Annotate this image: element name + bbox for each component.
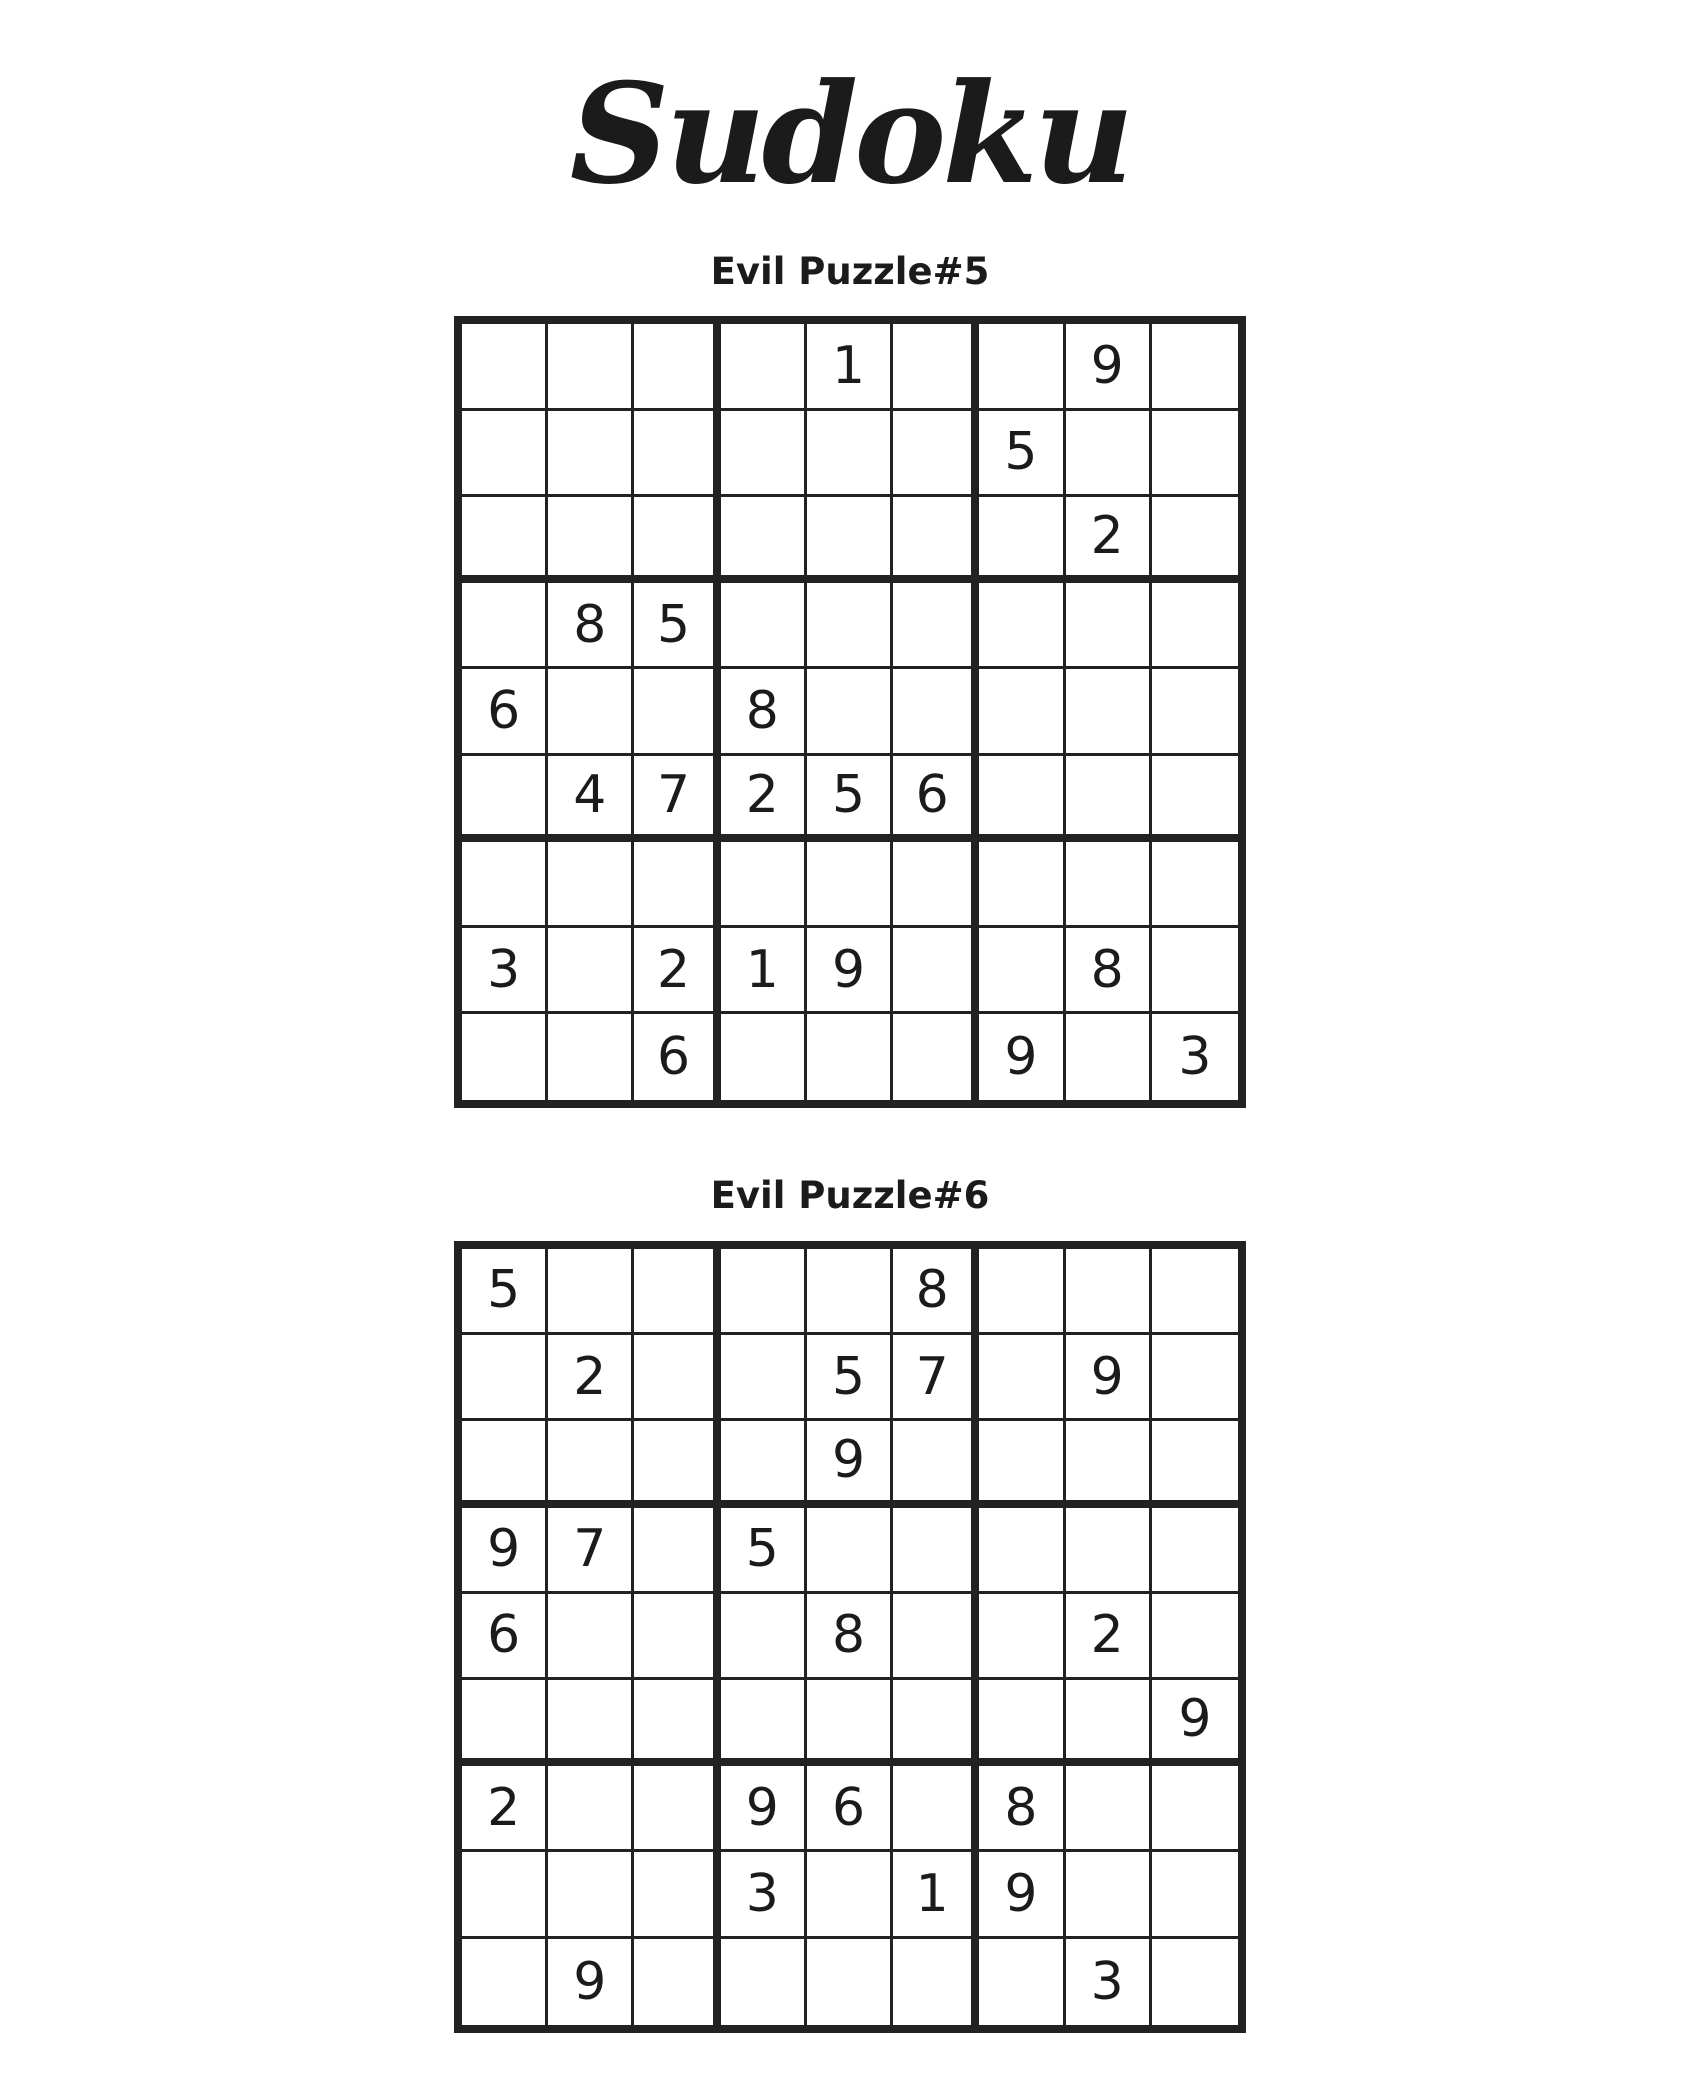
sudoku-cell-r4c7[interactable] bbox=[979, 583, 1065, 669]
sudoku-cell-r4c7[interactable] bbox=[979, 1508, 1065, 1594]
sudoku-cell-r2c8[interactable] bbox=[1066, 411, 1152, 497]
sudoku-cell-r2c5[interactable] bbox=[807, 411, 893, 497]
sudoku-cell-r8c2[interactable] bbox=[548, 928, 634, 1014]
sudoku-cell-r8c5[interactable] bbox=[807, 1852, 893, 1938]
sudoku-cell-r3c4[interactable] bbox=[721, 1421, 807, 1507]
sudoku-cell-r5c5[interactable] bbox=[807, 669, 893, 755]
sudoku-cell-r4c5[interactable] bbox=[807, 583, 893, 669]
sudoku-cell-r9c2[interactable]: 9 bbox=[548, 1939, 634, 2025]
sudoku-cell-r8c7[interactable] bbox=[979, 928, 1065, 1014]
sudoku-cell-r3c6[interactable] bbox=[893, 497, 979, 583]
sudoku-cell-r9c6[interactable] bbox=[893, 1014, 979, 1100]
sudoku-cell-r5c4[interactable] bbox=[721, 1594, 807, 1680]
sudoku-cell-r8c8[interactable] bbox=[1066, 1852, 1152, 1938]
sudoku-cell-r3c3[interactable] bbox=[634, 1421, 720, 1507]
sudoku-cell-r4c4[interactable] bbox=[721, 583, 807, 669]
sudoku-cell-r8c1[interactable] bbox=[462, 1852, 548, 1938]
sudoku-cell-r7c6[interactable] bbox=[893, 842, 979, 928]
sudoku-cell-r3c1[interactable] bbox=[462, 497, 548, 583]
sudoku-cell-r1c3[interactable] bbox=[634, 1249, 720, 1335]
sudoku-cell-r2c2[interactable]: 2 bbox=[548, 1335, 634, 1421]
sudoku-cell-r6c3[interactable] bbox=[634, 1680, 720, 1766]
sudoku-cell-r3c8[interactable] bbox=[1066, 1421, 1152, 1507]
sudoku-cell-r2c4[interactable] bbox=[721, 411, 807, 497]
sudoku-cell-r7c9[interactable] bbox=[1152, 842, 1238, 928]
sudoku-cell-r6c6[interactable] bbox=[893, 1680, 979, 1766]
sudoku-cell-r4c4[interactable]: 5 bbox=[721, 1508, 807, 1594]
sudoku-cell-r8c4[interactable]: 1 bbox=[721, 928, 807, 1014]
sudoku-cell-r9c2[interactable] bbox=[548, 1014, 634, 1100]
sudoku-cell-r8c9[interactable] bbox=[1152, 928, 1238, 1014]
sudoku-cell-r2c9[interactable] bbox=[1152, 1335, 1238, 1421]
sudoku-cell-r3c9[interactable] bbox=[1152, 497, 1238, 583]
sudoku-cell-r8c8[interactable]: 8 bbox=[1066, 928, 1152, 1014]
sudoku-cell-r4c6[interactable] bbox=[893, 1508, 979, 1594]
sudoku-cell-r6c8[interactable] bbox=[1066, 756, 1152, 842]
sudoku-cell-r6c9[interactable] bbox=[1152, 756, 1238, 842]
sudoku-cell-r8c3[interactable] bbox=[634, 1852, 720, 1938]
sudoku-cell-r6c6[interactable]: 6 bbox=[893, 756, 979, 842]
sudoku-cell-r2c1[interactable] bbox=[462, 411, 548, 497]
puzzle-label-5: Evil Puzzle#5 bbox=[710, 250, 990, 294]
sudoku-cell-r1c6[interactable]: 8 bbox=[893, 1249, 979, 1335]
sudoku-cell-r8c2[interactable] bbox=[548, 1852, 634, 1938]
sudoku-cell-r1c2[interactable] bbox=[548, 324, 634, 410]
sudoku-cell-r4c6[interactable] bbox=[893, 583, 979, 669]
sudoku-cell-r6c3[interactable]: 7 bbox=[634, 756, 720, 842]
sudoku-cell-r6c4[interactable] bbox=[721, 1680, 807, 1766]
sudoku-cell-r7c2[interactable] bbox=[548, 1766, 634, 1852]
sudoku-cell-r9c3[interactable]: 6 bbox=[634, 1014, 720, 1100]
sudoku-cell-r7c8[interactable] bbox=[1066, 1766, 1152, 1852]
sudoku-cell-r1c1[interactable] bbox=[462, 324, 548, 410]
sudoku-cell-r7c3[interactable] bbox=[634, 842, 720, 928]
sudoku-cell-r3c5[interactable] bbox=[807, 497, 893, 583]
sudoku-cell-r7c3[interactable] bbox=[634, 1766, 720, 1852]
sudoku-cell-r7c7[interactable] bbox=[979, 842, 1065, 928]
sudoku-cell-r8c4[interactable]: 3 bbox=[721, 1852, 807, 1938]
sudoku-grid-puzzle-6 bbox=[454, 1241, 1246, 2033]
sudoku-cell-r7c5[interactable] bbox=[807, 842, 893, 928]
sudoku-cell-r6c2[interactable] bbox=[548, 1680, 634, 1766]
sudoku-cell-r1c7[interactable] bbox=[979, 324, 1065, 410]
sudoku-cell-r9c8[interactable] bbox=[1066, 1014, 1152, 1100]
sudoku-cell-r2c6[interactable] bbox=[893, 411, 979, 497]
sudoku-cell-r9c8[interactable]: 3 bbox=[1066, 1939, 1152, 2025]
sudoku-cell-r1c8[interactable] bbox=[1066, 1249, 1152, 1335]
sudoku-cell-r5c3[interactable] bbox=[634, 669, 720, 755]
sudoku-cell-r4c8[interactable] bbox=[1066, 583, 1152, 669]
sudoku-cell-r4c9[interactable] bbox=[1152, 583, 1238, 669]
sudoku-cell-r7c4[interactable] bbox=[721, 842, 807, 928]
sudoku-cell-r4c8[interactable] bbox=[1066, 1508, 1152, 1594]
sudoku-cell-r8c3[interactable]: 2 bbox=[634, 928, 720, 1014]
sudoku-cell-r1c3[interactable] bbox=[634, 324, 720, 410]
sudoku-cell-r4c1[interactable]: 9 bbox=[462, 1508, 548, 1594]
sudoku-cell-r8c6[interactable] bbox=[893, 928, 979, 1014]
sudoku-cell-r8c1[interactable]: 3 bbox=[462, 928, 548, 1014]
sudoku-cell-r1c7[interactable] bbox=[979, 1249, 1065, 1335]
sudoku-cell-r6c7[interactable] bbox=[979, 756, 1065, 842]
sudoku-cell-r5c2[interactable] bbox=[548, 1594, 634, 1680]
sudoku-cell-r6c7[interactable] bbox=[979, 1680, 1065, 1766]
sudoku-cell-r8c7[interactable]: 9 bbox=[979, 1852, 1065, 1938]
sudoku-cell-r7c6[interactable] bbox=[893, 1766, 979, 1852]
sudoku-cell-r5c6[interactable] bbox=[893, 669, 979, 755]
sudoku-cell-r1c8[interactable]: 9 bbox=[1066, 324, 1152, 410]
sudoku-cell-r6c2[interactable]: 4 bbox=[548, 756, 634, 842]
sudoku-grid-puzzle-5 bbox=[454, 316, 1246, 1108]
sudoku-cell-r3c5[interactable]: 9 bbox=[807, 1421, 893, 1507]
sudoku-cell-r3c7[interactable] bbox=[979, 1421, 1065, 1507]
sudoku-cell-r3c7[interactable] bbox=[979, 497, 1065, 583]
puzzle-label-6: Evil Puzzle#6 bbox=[710, 1174, 990, 1218]
sudoku-cell-r8c6[interactable]: 1 bbox=[893, 1852, 979, 1938]
sudoku-cell-r9c7[interactable] bbox=[979, 1939, 1065, 2025]
sudoku-cell-r8c5[interactable]: 9 bbox=[807, 928, 893, 1014]
sudoku-cell-r6c8[interactable] bbox=[1066, 1680, 1152, 1766]
sudoku-cell-r2c7[interactable]: 5 bbox=[979, 411, 1065, 497]
sudoku-cell-r7c4[interactable]: 9 bbox=[721, 1766, 807, 1852]
sudoku-cell-r2c8[interactable]: 9 bbox=[1066, 1335, 1152, 1421]
sudoku-cell-r4c2[interactable]: 8 bbox=[548, 583, 634, 669]
sudoku-cell-r7c2[interactable] bbox=[548, 842, 634, 928]
sudoku-cell-r9c6[interactable] bbox=[893, 1939, 979, 2025]
sudoku-cell-r6c9[interactable]: 9 bbox=[1152, 1680, 1238, 1766]
sudoku-cell-r7c1[interactable] bbox=[462, 842, 548, 928]
sudoku-cell-r5c9[interactable] bbox=[1152, 1594, 1238, 1680]
sudoku-cell-r9c5[interactable] bbox=[807, 1939, 893, 2025]
sudoku-cell-r3c9[interactable] bbox=[1152, 1421, 1238, 1507]
sudoku-cell-r8c9[interactable] bbox=[1152, 1852, 1238, 1938]
sudoku-cell-r1c6[interactable] bbox=[893, 324, 979, 410]
sudoku-cell-r2c2[interactable] bbox=[548, 411, 634, 497]
sudoku-cell-r5c4[interactable]: 8 bbox=[721, 669, 807, 755]
sudoku-cell-r7c8[interactable] bbox=[1066, 842, 1152, 928]
page-title: Sudoku bbox=[569, 52, 1131, 215]
sudoku-cell-r1c9[interactable] bbox=[1152, 1249, 1238, 1335]
sudoku-cell-r4c5[interactable] bbox=[807, 1508, 893, 1594]
sudoku-cell-r5c8[interactable]: 2 bbox=[1066, 1594, 1152, 1680]
sudoku-cell-r2c6[interactable]: 7 bbox=[893, 1335, 979, 1421]
sudoku-cell-r7c5[interactable]: 6 bbox=[807, 1766, 893, 1852]
sudoku-cell-r6c1[interactable] bbox=[462, 756, 548, 842]
sudoku-cell-r9c9[interactable] bbox=[1152, 1939, 1238, 2025]
sudoku-cell-r3c3[interactable] bbox=[634, 497, 720, 583]
sudoku-cell-r2c4[interactable] bbox=[721, 1335, 807, 1421]
sudoku-cell-r1c4[interactable] bbox=[721, 1249, 807, 1335]
sudoku-cell-r7c7[interactable]: 8 bbox=[979, 1766, 1065, 1852]
sudoku-cell-r5c7[interactable] bbox=[979, 1594, 1065, 1680]
sudoku-cell-r9c5[interactable] bbox=[807, 1014, 893, 1100]
sudoku-cell-r5c1[interactable]: 6 bbox=[462, 1594, 548, 1680]
sudoku-cell-r9c1[interactable] bbox=[462, 1014, 548, 1100]
sudoku-cell-r1c5[interactable]: 1 bbox=[807, 324, 893, 410]
sudoku-cell-r2c5[interactable]: 5 bbox=[807, 1335, 893, 1421]
sudoku-cell-r9c9[interactable]: 3 bbox=[1178, 1027, 1212, 1088]
sudoku-cell-r4c1[interactable] bbox=[462, 583, 548, 669]
sudoku-cell-r6c1[interactable] bbox=[462, 1680, 548, 1766]
sudoku-cell-r5c1[interactable]: 6 bbox=[462, 669, 548, 755]
sudoku-cell-r6c5[interactable]: 5 bbox=[807, 756, 893, 842]
sudoku-cell-r2c1[interactable] bbox=[462, 1335, 548, 1421]
sudoku-cell-r5c7[interactable] bbox=[979, 669, 1065, 755]
sudoku-cell-r6c4[interactable]: 2 bbox=[721, 756, 807, 842]
sudoku-cell-r7c1[interactable]: 2 bbox=[462, 1766, 548, 1852]
sudoku-cell-r3c6[interactable] bbox=[893, 1421, 979, 1507]
sudoku-cell-r5c9[interactable] bbox=[1152, 669, 1238, 755]
sudoku-cell-r2c3[interactable] bbox=[634, 1335, 720, 1421]
sudoku-cell-r3c1[interactable] bbox=[462, 1421, 548, 1507]
sudoku-cell-r9c3[interactable] bbox=[634, 1939, 720, 2025]
sudoku-cell-r9c4[interactable] bbox=[721, 1014, 807, 1100]
sudoku-cell-r9c7[interactable]: 9 bbox=[979, 1014, 1065, 1100]
sudoku-cell-r1c9[interactable] bbox=[1152, 324, 1238, 410]
sudoku-cell-r5c2[interactable] bbox=[548, 669, 634, 755]
sudoku-cell-r3c8[interactable]: 2 bbox=[1066, 497, 1152, 583]
sudoku-cell-r1c5[interactable] bbox=[807, 1249, 893, 1335]
sudoku-cell-r5c6[interactable] bbox=[893, 1594, 979, 1680]
sudoku-cell-r2c9[interactable] bbox=[1152, 411, 1238, 497]
sudoku-cell-r1c2[interactable] bbox=[548, 1249, 634, 1335]
sudoku-cell-r4c2[interactable]: 7 bbox=[548, 1508, 634, 1594]
sudoku-cell-r3c2[interactable] bbox=[548, 1421, 634, 1507]
sudoku-cell-r4c3[interactable] bbox=[634, 1508, 720, 1594]
sudoku-cell-r7c9[interactable] bbox=[1152, 1766, 1238, 1852]
sudoku-cell-r4c9[interactable] bbox=[1152, 1508, 1238, 1594]
sudoku-cell-r3c4[interactable] bbox=[721, 497, 807, 583]
sudoku-cell-r5c5[interactable]: 8 bbox=[807, 1594, 893, 1680]
sudoku-cell-r1c4[interactable] bbox=[721, 324, 807, 410]
sudoku-cell-r2c7[interactable] bbox=[979, 1335, 1065, 1421]
sudoku-cell-r3c2[interactable] bbox=[548, 497, 634, 583]
sudoku-cell-r2c3[interactable] bbox=[634, 411, 720, 497]
sudoku-cell-r9c4[interactable] bbox=[721, 1939, 807, 2025]
puzzle-section-6 bbox=[454, 1108, 1246, 2032]
sudoku-cell-r5c3[interactable] bbox=[634, 1594, 720, 1680]
sudoku-cell-r6c5[interactable] bbox=[807, 1680, 893, 1766]
sudoku-cell-r9c1[interactable] bbox=[462, 1939, 548, 2025]
puzzle-section-5 bbox=[454, 234, 1246, 1108]
sudoku-cell-r4c3[interactable]: 5 bbox=[634, 583, 720, 669]
sudoku-cell-r1c1[interactable]: 5 bbox=[462, 1249, 548, 1335]
sudoku-cell-r5c8[interactable] bbox=[1066, 669, 1152, 755]
